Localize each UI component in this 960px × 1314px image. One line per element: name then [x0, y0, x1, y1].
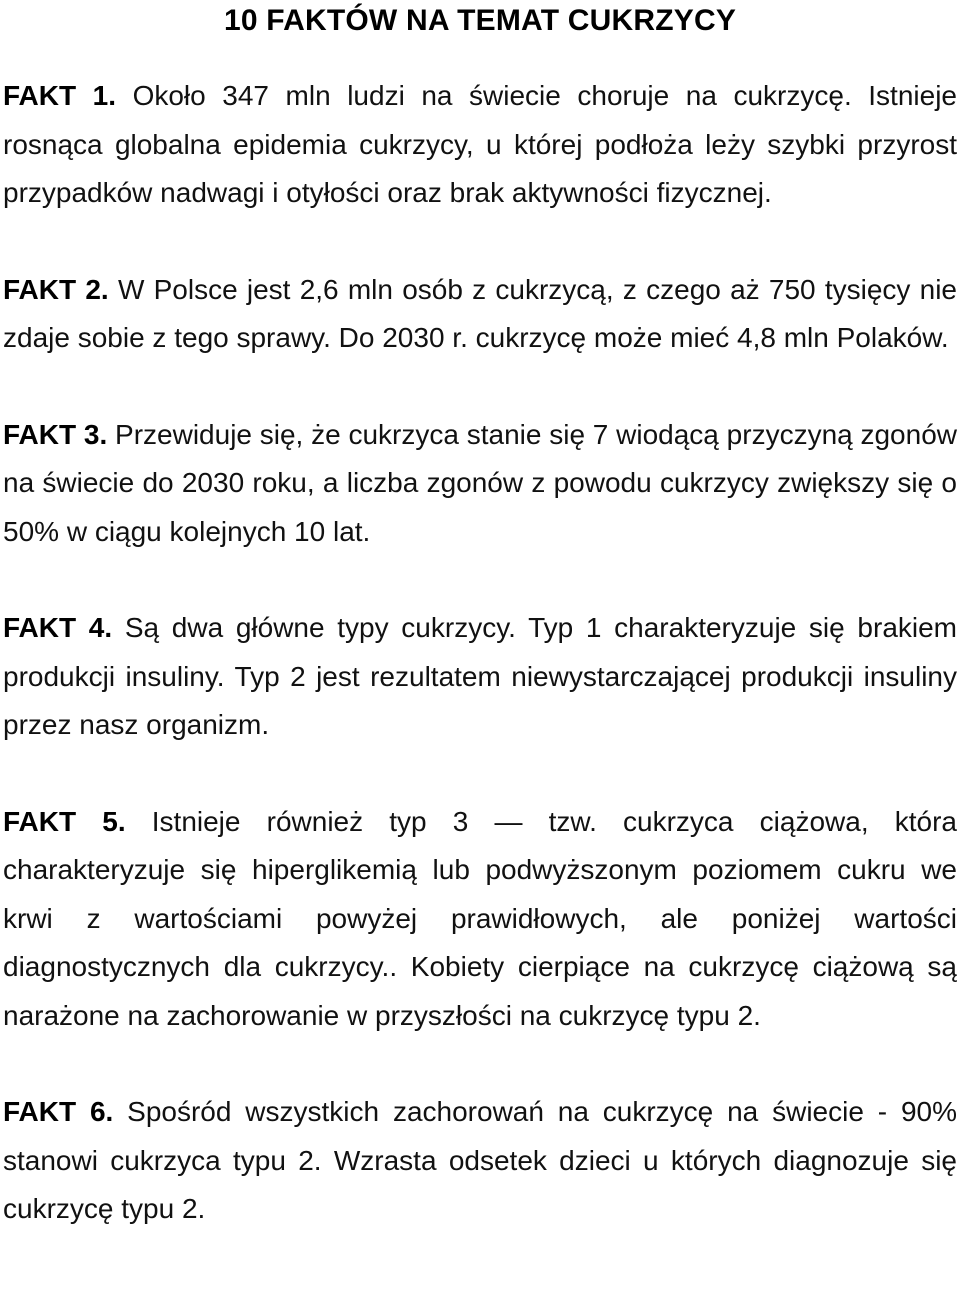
fact-6 — [3, 1088, 957, 1234]
fact-4 — [3, 604, 957, 750]
fact-3 — [3, 411, 957, 557]
fact-2 — [3, 266, 957, 363]
fact-6-text: Spośród wszystkich zachorowań na cukrzycę na świecie - 90% stanowi cukrzyca typu 2. Wzrasta odsetek dzieci u których diagnozuje się cukrzycę typu 2. — [3, 1096, 957, 1224]
spacer — [3, 40, 957, 72]
spacer — [3, 556, 957, 604]
spacer — [3, 363, 957, 411]
document-title: 10 FAKTÓW NA TEMAT CUKRZYCY — [223, 4, 737, 37]
spacer — [3, 218, 957, 266]
fact-3-label: FAKT 3. — [3, 418, 108, 450]
fact-5-label: FAKT 5. — [3, 805, 126, 837]
spacer — [3, 750, 957, 798]
spacer — [3, 1040, 957, 1088]
fact-1-label: FAKT 1. — [3, 80, 117, 111]
fact-1 — [3, 72, 957, 218]
fact-1-text: Około 347 mln ludzi na świecie choruje na cukrzycę. Istnieje rosnąca globalna epidemia cukrzycy, u której podłoża leży szybki przyrost przypadków nadwagi i otyłości oraz brak aktywności fizycznej. — [3, 80, 957, 208]
fact-6-label: FAKT 6. — [3, 1096, 114, 1127]
fact-3-text: Przewiduje się, że cukrzyca stanie się 7 wiodącą przyczyną zgonów na świecie do 2030 roku, a liczba zgonów z powodu cukrzycy zwiększy się o 50% w ciągu kolejnych 10 lat. — [3, 418, 957, 547]
fact-5 — [3, 798, 957, 1041]
fact-4-label: FAKT 4. — [3, 612, 113, 643]
fact-4-text: Są dwa główne typy cukrzycy. Typ 1 charakteryzuje się brakiem produkcji insuliny. Typ 2 jest rezultatem niewystarczającej produkcji insuliny przez nasz organizm. — [3, 612, 958, 740]
fact-5-text: Istnieje również typ 3 — tzw. cukrzyca ciążowa, która charakteryzuje się hiperglikemią lub podwyższonym poziomem cukru we krwi z wartościami powyżej prawidłowych, ale poniżej wartości diagnostycznych dla cukrzycy.. Kobiety cierpiące na cukrzycę ciążową są narażone na zachorowanie w przyszłości na cukrzycę typu 2. — [3, 805, 957, 1031]
fact-2-label: FAKT 2. — [3, 273, 109, 305]
fact-2-text: W Polsce jest 2,6 mln osób z cukrzycą, z czego aż 750 tysięcy nie zdaje sobie z tego sprawy. Do 2030 r. cukrzycę może mieć 4,8 mln Polaków. — [3, 273, 958, 353]
